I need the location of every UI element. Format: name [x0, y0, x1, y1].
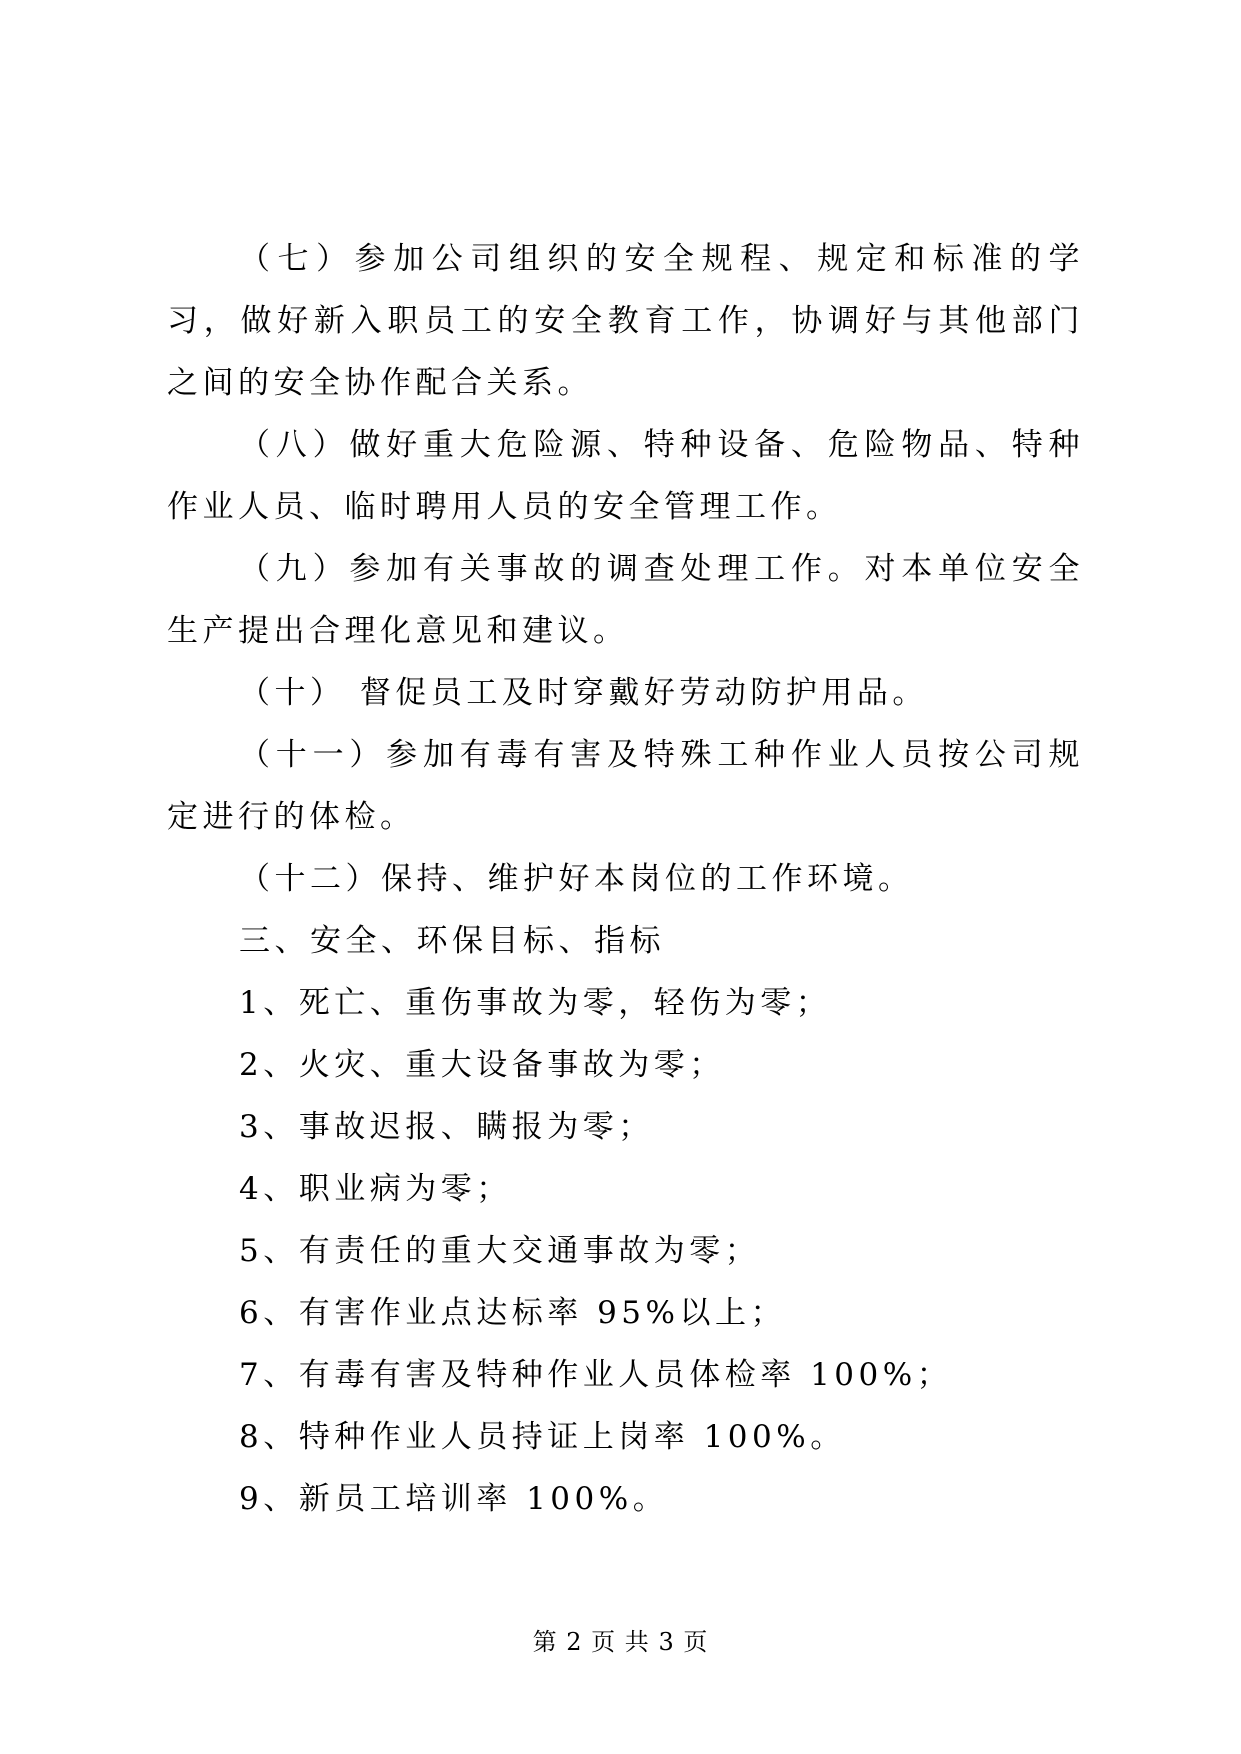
target-item-2: 2、火灾、重大设备事故为零；	[239, 1047, 725, 1083]
paragraph-item-10: （十） 督促员工及时穿戴好劳动防护用品。	[239, 675, 928, 711]
document-body	[167, 228, 1084, 1530]
target-item-4: 4、职业病为零；	[239, 1171, 512, 1207]
target-item-3: 3、事故迟报、瞒报为零；	[239, 1109, 654, 1145]
paragraph-item-8: （八）做好重大危险源、特种设备、危险物品、特种作业人员、临时聘用人员的安全管理工作。	[167, 427, 1084, 525]
paragraph-item-12: （十二）保持、维护好本岗位的工作环境。	[239, 861, 914, 897]
target-item-5: 5、有责任的重大交通事故为零；	[239, 1233, 761, 1269]
page-footer: 第 2 页 共 3 页	[532, 1628, 709, 1656]
target-item-9: 9、新员工培训率 100%。	[239, 1481, 669, 1517]
section-heading-targets: 三、安全、环保目标、指标	[239, 923, 665, 959]
paragraph-item-7: （七）参加公司组织的安全规程、规定和标准的学习，做好新入职员工的安全教育工作，协调好与其他部门之间的安全协作配合关系。	[167, 241, 1084, 401]
target-item-6: 6、有害作业点达标率 95%以上；	[239, 1295, 786, 1331]
paragraph-item-9: （九）参加有关事故的调查处理工作。对本单位安全生产提出合理化意见和建议。	[167, 551, 1084, 649]
target-item-8: 8、特种作业人员持证上岗率 100%。	[239, 1419, 846, 1455]
target-item-7: 7、有毒有害及特种作业人员体检率 100%；	[239, 1357, 953, 1393]
target-item-1: 1、死亡、重伤事故为零，轻伤为零；	[239, 985, 832, 1021]
paragraph-item-11: （十一）参加有毒有害及特殊工种作业人员按公司规定进行的体检。	[167, 737, 1084, 835]
